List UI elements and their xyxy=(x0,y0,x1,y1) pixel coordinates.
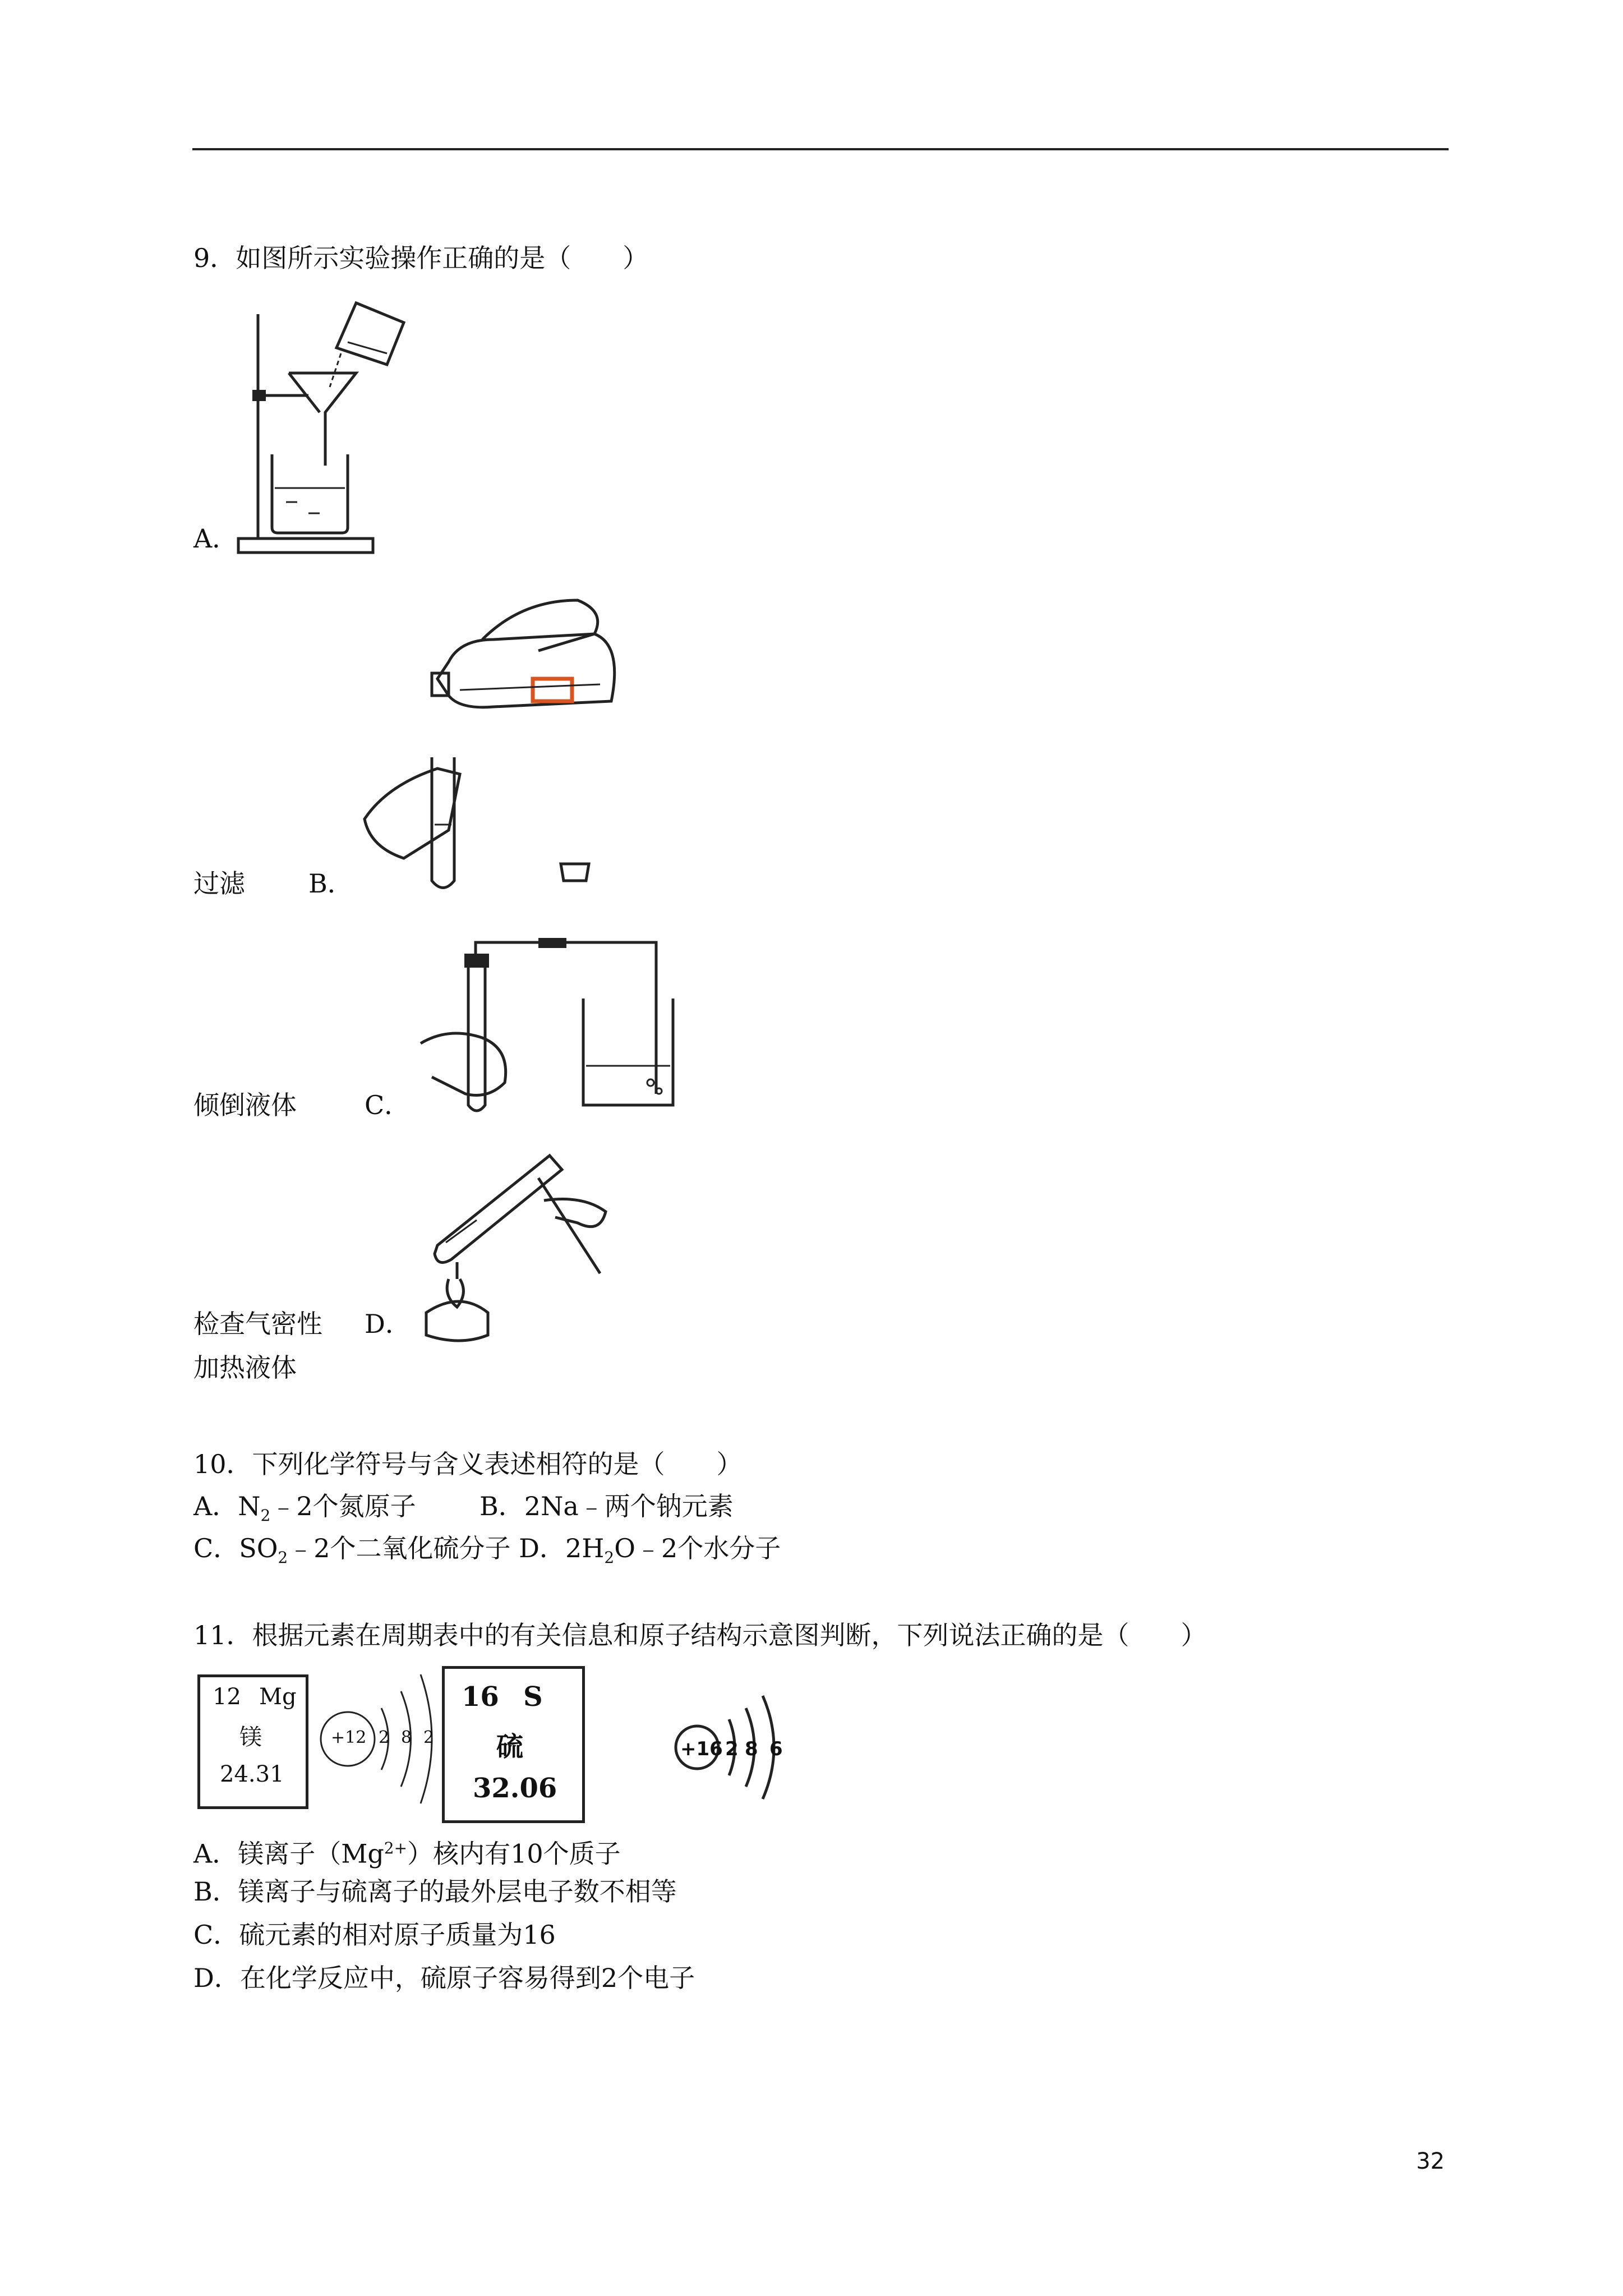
q11-stem: 11．根据元素在周期表中的有关信息和原子结构示意图判断，下列说法正确的是（ ） xyxy=(193,1620,1207,1650)
mg-atomic-mass: 24.31 xyxy=(220,1761,284,1787)
q9-option-c-letter: C． xyxy=(365,1090,411,1120)
header-rule xyxy=(192,148,1449,150)
q10-option-a: A．$N_2﹣2$个氮原子 xyxy=(193,1491,416,1525)
q10-option-b: B．2Na﹣两个钠元素 xyxy=(479,1491,734,1521)
s-atomic-number: 16 xyxy=(462,1681,499,1713)
q11-option-d: D．在化学反应中，硫原子容易得到2个电子 xyxy=(193,1963,695,1993)
q9-option-a-letter: A． xyxy=(193,523,238,554)
q9-stem: 9．如图所示实验操作正确的是（ ） xyxy=(193,243,649,273)
mg-symbol: Mg xyxy=(259,1684,297,1710)
s-atomic-mass: 32.06 xyxy=(473,1773,557,1804)
q11-option-b: B．镁离子与硫离子的最外层电子数不相等 xyxy=(193,1876,677,1907)
q10-stem: 10．下列化学符号与含义表述相符的是（ ） xyxy=(193,1449,743,1479)
s-shell-2: 8 xyxy=(745,1738,758,1760)
heating-liquid-image xyxy=(415,1144,617,1352)
s-shell-1: 2 xyxy=(725,1738,739,1760)
q10-option-c-and-d: C．$SO_2﹣2$个二氧化硫分子 D．$2H_2O﹣2$个水分子 xyxy=(193,1533,781,1567)
pouring-liquid-image xyxy=(353,589,656,898)
q11-option-c: C．硫元素的相对原子质量为16 xyxy=(193,1920,556,1950)
q9-option-b-letter: B． xyxy=(308,868,353,899)
q9-option-d-caption: 加热液体 xyxy=(193,1352,297,1383)
q9-option-c-caption: 检查气密性 xyxy=(193,1309,322,1339)
mg-shell-3: 2 xyxy=(423,1728,435,1747)
q9-option-b-caption: 倾倒液体 xyxy=(193,1090,297,1120)
s-symbol: S xyxy=(523,1681,543,1713)
mg-name: 镁 xyxy=(239,1724,262,1750)
q9-option-a-caption: 过滤 xyxy=(193,868,245,899)
page-number: 32 xyxy=(1416,2148,1445,2174)
mg-shell-2: 8 xyxy=(401,1728,412,1747)
s-nucleus-label: +16 xyxy=(680,1738,723,1760)
s-element-card xyxy=(442,1666,585,1823)
mg-atomic-number: 12 xyxy=(213,1684,241,1710)
mg-element-card xyxy=(197,1674,308,1809)
s-shell-3: 6 xyxy=(769,1738,783,1760)
mg-nucleus-label: +12 xyxy=(331,1728,367,1747)
s-name: 硫 xyxy=(496,1731,524,1763)
filtration-apparatus-image xyxy=(236,297,415,561)
q9-option-d-letter: D． xyxy=(365,1309,411,1339)
mg-shell-1: 2 xyxy=(379,1728,390,1747)
q11-option-a: A．镁离子$(Mg^{2+})$核内有10个质子 xyxy=(193,1838,621,1869)
airtightness-check-image xyxy=(409,931,679,1122)
